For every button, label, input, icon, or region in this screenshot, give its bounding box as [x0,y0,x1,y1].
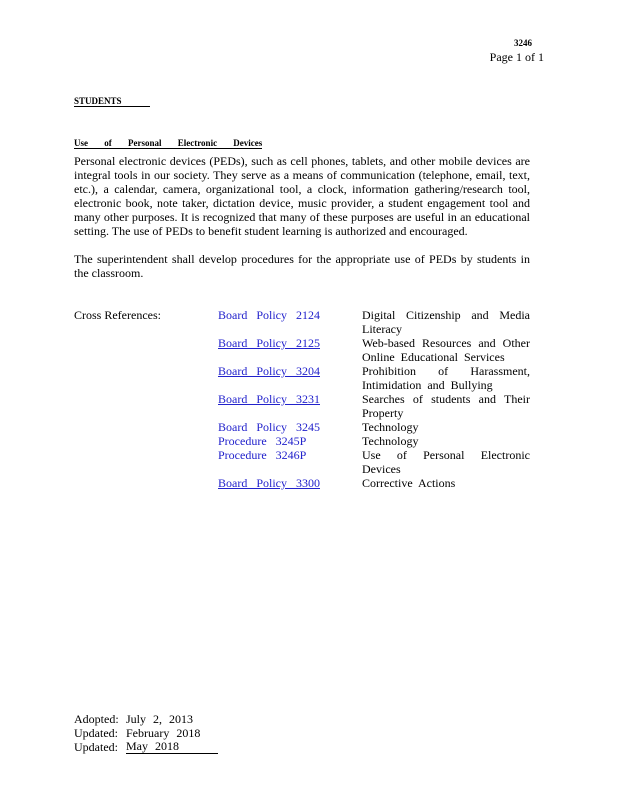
section-heading: STUDENTS [74,96,150,107]
policy-title: Use of Personal Electronic Devices [74,138,263,148]
cross-reference-title: Prohibition of Harassment, Intimidation and Bullying [362,364,530,392]
history-date: February 2018 [126,726,201,740]
history-row [74,712,218,726]
history-date: July 2, 2013 [126,712,194,726]
cross-references-label: Cross References: [74,308,161,322]
cross-reference-row [218,448,538,476]
cross-reference-row [218,308,538,336]
document-number: 3246 [514,38,532,48]
cross-reference-title: Technology [362,434,419,448]
page-indicator: Page 1 of 1 [489,50,544,64]
cross-reference-title: Web-based Resources and Other Online Educational Services [362,336,530,364]
cross-reference-title: Searches of students and Their Property [362,392,530,420]
cross-reference-title: Digital Citizenship and Media Literacy [362,308,530,336]
history-row [74,726,218,740]
cross-reference-title: Technology [362,420,419,434]
cross-reference-link-3246p[interactable]: Procedure 3246P [218,448,307,462]
cross-reference-link-3231[interactable]: Board Policy 3231 [218,392,320,406]
cross-reference-link-3204[interactable]: Board Policy 3204 [218,364,320,378]
cross-reference-row [218,336,538,364]
history-label: Updated: [74,740,118,754]
cross-reference-title: Corrective Actions [362,476,456,490]
cross-reference-link-3245p[interactable]: Procedure 3245P [218,434,307,448]
cross-reference-row [218,476,538,490]
history-label: Adopted: [74,712,119,726]
cross-reference-row [218,420,538,434]
cross-reference-row [218,434,538,448]
cross-reference-row [218,364,538,392]
policy-paragraph-2: The superintendent shall develop procedures for the appropriate use of PEDs by students in the classroom. [74,252,530,280]
adoption-history [74,712,218,754]
history-label: Updated: [74,726,118,740]
policy-paragraph-1: Personal electronic devices (PEDs), such as cell phones, tablets, and other mobile devices are integral tools in our society. They serve as a means of communication (telephone, email, text, etc.), a calendar, camera, organizational tool, a clock, information gathering/research tool, electronic book, note taker, dictation device, music provider, a student engagement tool and many other purposes. It is recognized that many of these purposes are useful in an educational setting. The use of PEDs to benefit student learning is authorized and encouraged. [74,154,530,238]
history-date: May 2018 [126,740,218,754]
cross-reference-link-3300[interactable]: Board Policy 3300 [218,476,320,490]
cross-references-list [218,308,538,490]
cross-reference-row [218,392,538,420]
history-row [74,740,218,754]
cross-reference-link-3245[interactable]: Board Policy 3245 [218,420,320,434]
cross-reference-link-2125[interactable]: Board Policy 2125 [218,336,320,350]
cross-reference-title: Use of Personal Electronic Devices [362,448,530,476]
cross-reference-link-2124[interactable]: Board Policy 2124 [218,308,320,322]
